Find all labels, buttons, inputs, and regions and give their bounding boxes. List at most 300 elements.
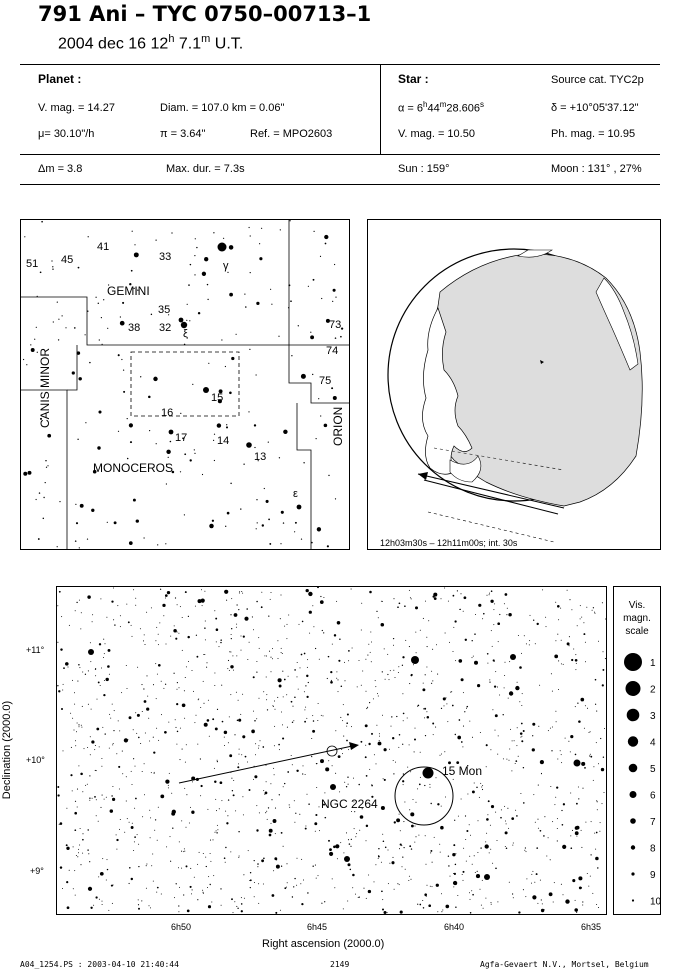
star (298, 325, 299, 326)
star (263, 884, 264, 885)
star (305, 707, 306, 708)
star (402, 656, 404, 658)
star (422, 900, 423, 901)
star (138, 904, 139, 905)
star (256, 302, 259, 305)
star (181, 820, 182, 821)
star (154, 772, 155, 773)
star (371, 785, 373, 787)
star (315, 648, 316, 649)
star (430, 803, 431, 804)
star (561, 884, 562, 885)
star (226, 600, 227, 601)
star (210, 884, 211, 885)
star (82, 706, 83, 707)
star (75, 801, 76, 802)
star (301, 903, 303, 905)
star (302, 773, 303, 774)
star (175, 597, 176, 598)
star (235, 810, 236, 811)
star (467, 794, 468, 795)
star (143, 537, 144, 538)
star (576, 803, 578, 805)
star (482, 618, 483, 619)
star (501, 809, 502, 810)
star (417, 706, 418, 707)
star (449, 642, 450, 643)
star (365, 724, 368, 727)
star (249, 227, 250, 228)
star (74, 829, 76, 831)
star (173, 629, 177, 633)
star (203, 681, 204, 682)
scale-dot (630, 791, 637, 798)
star (225, 862, 226, 863)
star (336, 671, 337, 672)
star (580, 618, 581, 619)
star (248, 850, 249, 851)
star (347, 863, 350, 866)
star (513, 843, 514, 844)
star (123, 391, 125, 393)
star (595, 857, 599, 861)
star (538, 828, 539, 829)
star (581, 762, 585, 766)
star (178, 633, 179, 634)
dec-tick: +9° (30, 866, 44, 876)
star (432, 595, 434, 597)
star (508, 828, 509, 829)
star (594, 612, 595, 613)
star (563, 664, 564, 665)
star (269, 834, 272, 837)
star (367, 655, 368, 656)
star (374, 881, 375, 882)
star (426, 885, 427, 886)
star (323, 597, 324, 598)
star (271, 823, 272, 824)
star (400, 911, 403, 914)
star (237, 766, 239, 768)
star (114, 521, 117, 524)
star (511, 770, 512, 771)
star (52, 269, 53, 270)
star (378, 858, 379, 859)
star (429, 784, 430, 785)
star (161, 714, 162, 715)
star (444, 588, 445, 589)
star (558, 689, 559, 690)
star (506, 823, 507, 824)
star (407, 718, 408, 719)
star (432, 862, 433, 863)
star (575, 659, 578, 662)
bright-star (297, 505, 302, 510)
star (305, 774, 306, 775)
star (251, 730, 255, 734)
star (182, 749, 183, 750)
star (146, 612, 147, 613)
star (279, 749, 280, 750)
star (321, 298, 322, 299)
star (171, 232, 172, 233)
star (596, 904, 597, 905)
star (532, 871, 533, 872)
star (166, 450, 170, 454)
star (304, 653, 306, 655)
star (230, 483, 231, 484)
star (259, 257, 262, 260)
star (263, 691, 264, 692)
star (360, 741, 362, 743)
star (494, 661, 495, 662)
star (257, 522, 258, 523)
star (121, 359, 122, 360)
star (306, 589, 309, 592)
star (242, 694, 243, 695)
star (184, 514, 185, 515)
star (149, 810, 150, 811)
star (110, 718, 111, 719)
star (204, 654, 205, 655)
star (87, 747, 88, 748)
star-label: 14 (217, 435, 230, 447)
star (261, 859, 264, 862)
star (441, 893, 442, 894)
star (182, 703, 186, 707)
star (262, 524, 264, 526)
star (384, 911, 387, 914)
star (458, 659, 462, 663)
star (258, 637, 259, 638)
star (207, 284, 208, 285)
star (489, 594, 490, 595)
star (294, 697, 296, 699)
star (329, 848, 332, 851)
star (459, 609, 460, 610)
star (81, 612, 82, 613)
star (158, 644, 159, 645)
star (598, 641, 599, 642)
star (281, 511, 284, 514)
star (111, 885, 113, 887)
star (259, 243, 260, 244)
star (411, 848, 412, 849)
star (320, 759, 324, 763)
star (495, 812, 496, 813)
star (206, 662, 207, 663)
star (582, 901, 583, 902)
star (221, 339, 222, 340)
star (214, 781, 216, 783)
star (487, 595, 488, 596)
star (399, 884, 400, 885)
star (111, 600, 113, 602)
star (497, 901, 498, 902)
star (228, 799, 229, 800)
star (289, 807, 290, 808)
star (415, 606, 418, 609)
scale-title: Vis. magn. scale (623, 600, 651, 637)
star (537, 623, 539, 625)
star (170, 636, 171, 637)
star (105, 678, 108, 681)
star (157, 674, 158, 675)
star (190, 807, 191, 808)
star (485, 898, 486, 899)
star (179, 759, 180, 760)
star (138, 899, 139, 900)
star (409, 744, 410, 745)
dec-tick: +11° (26, 645, 45, 655)
star (423, 907, 424, 908)
star (569, 645, 570, 646)
star (409, 683, 410, 684)
star (207, 887, 208, 888)
star (603, 757, 604, 758)
star (208, 876, 209, 877)
star (129, 867, 131, 869)
star (173, 673, 174, 674)
scale-dot (630, 818, 636, 824)
star (77, 351, 80, 354)
scale-magnitude-label: 3 (650, 711, 656, 722)
star (231, 628, 232, 629)
star (74, 704, 75, 705)
star (89, 800, 90, 801)
star (294, 878, 295, 879)
star (453, 595, 455, 597)
star (271, 799, 272, 800)
star (525, 896, 526, 897)
star (129, 541, 133, 545)
star (402, 744, 403, 745)
star (124, 739, 125, 740)
star (432, 680, 433, 681)
star (597, 867, 598, 868)
star (107, 522, 108, 523)
star (555, 711, 556, 712)
star (201, 785, 203, 787)
star (410, 812, 414, 816)
star (269, 543, 271, 545)
footer-file: A04_1254.PS : 2003-04-10 21:40:44 (20, 960, 179, 969)
star (548, 730, 549, 731)
star (82, 839, 84, 841)
star (114, 710, 115, 711)
footer-number: 2149 (330, 960, 350, 969)
star (434, 597, 437, 600)
star (108, 649, 111, 652)
star (446, 703, 447, 704)
star (560, 608, 561, 609)
star (72, 371, 75, 374)
star (399, 848, 400, 849)
star (561, 754, 562, 755)
star (194, 877, 195, 878)
star (152, 854, 153, 855)
star (537, 819, 538, 820)
star (256, 671, 257, 672)
star (387, 674, 388, 675)
star (469, 721, 470, 722)
star (169, 773, 170, 774)
star (38, 538, 40, 540)
star (299, 814, 300, 815)
star (405, 640, 406, 641)
star (307, 794, 308, 795)
star (236, 655, 237, 656)
star (432, 649, 433, 650)
star (436, 644, 437, 645)
star (322, 630, 323, 631)
star (90, 907, 92, 909)
star (375, 680, 376, 681)
star (317, 720, 318, 721)
star (401, 845, 402, 846)
star (585, 661, 586, 662)
star (324, 235, 328, 239)
star (550, 786, 551, 787)
star (341, 327, 343, 329)
star (200, 795, 201, 796)
star (370, 632, 371, 633)
star (241, 903, 243, 905)
star (101, 758, 102, 759)
star (344, 782, 345, 783)
star (177, 604, 178, 605)
star (605, 619, 606, 620)
star (313, 626, 314, 627)
star (368, 890, 371, 893)
star (602, 669, 604, 671)
star (482, 789, 483, 790)
star (227, 668, 228, 669)
finder-chart (20, 219, 350, 550)
star (407, 767, 408, 768)
star (181, 868, 182, 869)
star (397, 606, 399, 608)
star (464, 596, 467, 599)
star (241, 910, 243, 912)
star-label: 74 (326, 345, 339, 357)
star (465, 839, 466, 840)
star (327, 545, 329, 547)
star (112, 704, 113, 705)
star (580, 605, 581, 606)
star (126, 665, 127, 666)
star (455, 660, 456, 661)
star (100, 685, 101, 686)
star (97, 446, 100, 449)
star (244, 898, 245, 899)
star (327, 678, 328, 679)
star (546, 626, 547, 627)
star (70, 713, 71, 714)
star (494, 603, 495, 604)
star (524, 850, 525, 851)
star (103, 694, 105, 696)
star (153, 751, 155, 753)
star (96, 770, 97, 771)
star (78, 377, 81, 380)
star-label: 73 (329, 319, 342, 331)
star (321, 715, 322, 716)
star (291, 701, 293, 703)
star (354, 828, 355, 829)
star (122, 773, 123, 774)
star (126, 688, 127, 689)
star (398, 747, 399, 748)
star (248, 411, 249, 412)
star (578, 798, 579, 799)
star (346, 726, 347, 727)
ra-tick: 6h45 (307, 922, 328, 932)
star (536, 873, 538, 875)
star (172, 828, 173, 829)
star (282, 737, 284, 739)
star (595, 849, 596, 850)
star (253, 629, 254, 630)
star (135, 766, 136, 767)
star (205, 857, 206, 858)
star (87, 829, 88, 830)
star (227, 512, 230, 515)
star (350, 869, 352, 871)
star (306, 675, 308, 677)
star (217, 709, 218, 710)
star (267, 819, 268, 820)
star (170, 441, 172, 443)
star (213, 440, 214, 441)
star (130, 441, 132, 443)
star (576, 836, 577, 837)
star (112, 744, 113, 745)
star (165, 543, 166, 544)
label-gemini: GEMINI (107, 284, 150, 298)
star (371, 642, 372, 643)
star (230, 694, 231, 695)
star (469, 856, 470, 857)
star (93, 905, 94, 906)
star (578, 720, 581, 723)
star (142, 816, 143, 817)
star (283, 696, 284, 697)
star (196, 247, 197, 248)
star (116, 834, 117, 835)
star (521, 736, 522, 737)
star (117, 605, 118, 606)
star (266, 699, 267, 700)
scale-magnitude-label: 10 (650, 896, 662, 908)
star (552, 821, 553, 822)
star (45, 460, 46, 461)
star (113, 730, 114, 731)
star (378, 742, 382, 746)
star (40, 271, 42, 273)
star (384, 648, 385, 649)
star-source-catalog: Source cat. TYC2p (551, 74, 644, 86)
star (365, 756, 367, 758)
star (403, 713, 405, 715)
star (258, 698, 259, 699)
star-label: 17 (175, 432, 188, 444)
star (594, 833, 595, 834)
star (544, 909, 545, 910)
star (314, 822, 317, 825)
star (357, 686, 358, 687)
star (214, 434, 215, 435)
